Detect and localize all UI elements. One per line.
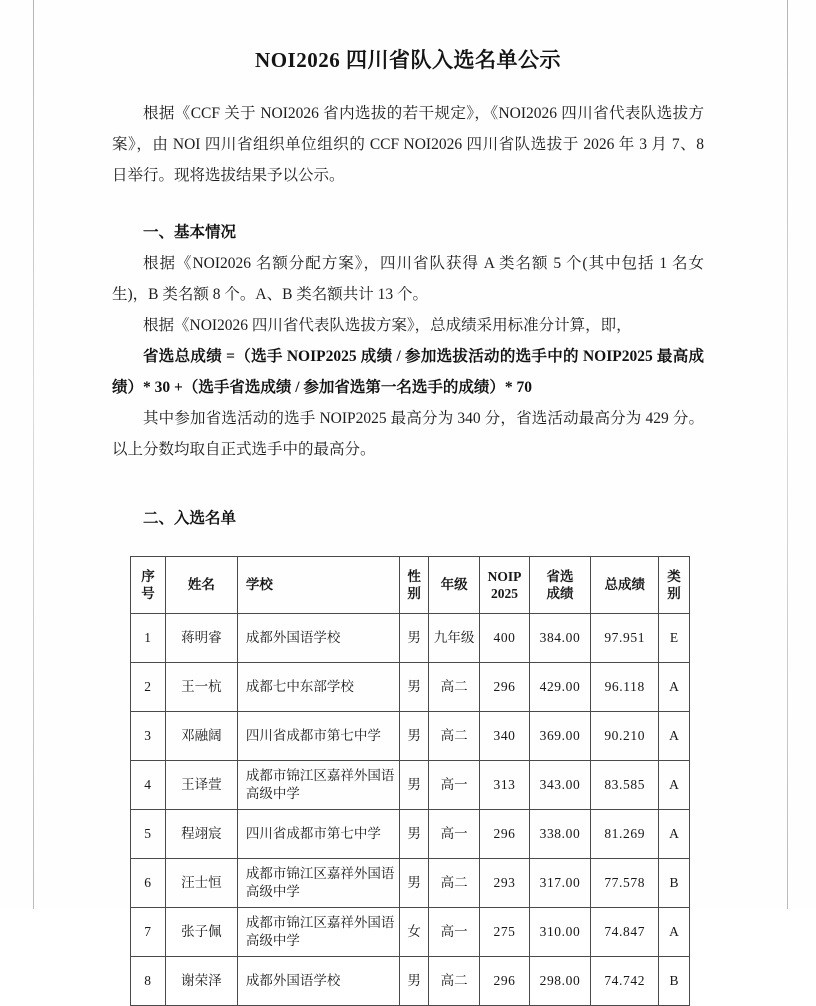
- column-header-cat: [659, 557, 690, 614]
- cell-grade: 高二: [428, 663, 479, 712]
- cell-name: 汪士恒: [165, 859, 237, 908]
- cell-cat: A: [659, 712, 690, 761]
- document-body: [0, 98, 816, 534]
- cell-noip: 296: [480, 663, 529, 712]
- column-header-grade: 年级: [428, 557, 479, 614]
- cell-index: 8: [131, 957, 166, 1006]
- table-row: [131, 614, 690, 663]
- table-row: [131, 663, 690, 712]
- cell-prov: 310.00: [529, 908, 591, 957]
- cell-index: 3: [131, 712, 166, 761]
- column-header-line: 号: [141, 586, 155, 601]
- cell-index: 1: [131, 614, 166, 663]
- cell-name: 程翊宸: [165, 810, 237, 859]
- score-formula: 省选总成绩 =（选手 NOIP2025 成绩 / 参加选拔活动的选手中的 NOIP2025 最高成绩）* 30 +（选手省选成绩 / 参加省选第一名选手的成绩）* 70: [112, 348, 704, 396]
- cell-school: 四川省成都市第七中学: [237, 810, 399, 859]
- cell-prov: 298.00: [529, 957, 591, 1006]
- cell-grade: 高一: [428, 810, 479, 859]
- cell-total: 77.578: [591, 859, 659, 908]
- cell-cat: B: [659, 957, 690, 1006]
- cell-cat: B: [659, 859, 690, 908]
- cell-grade: 高二: [428, 957, 479, 1006]
- cell-noip: 293: [480, 859, 529, 908]
- cell-name: 王一杭: [165, 663, 237, 712]
- cell-noip: 313: [480, 761, 529, 810]
- cell-total: 96.118: [591, 663, 659, 712]
- cell-sex: 男: [400, 810, 429, 859]
- cell-school: 四川省成都市第七中学: [237, 712, 399, 761]
- cell-grade: 高一: [428, 761, 479, 810]
- cell-sex: 男: [400, 663, 429, 712]
- cell-cat: A: [659, 908, 690, 957]
- cell-grade: 九年级: [428, 614, 479, 663]
- cell-index: 2: [131, 663, 166, 712]
- column-header-line: 性: [407, 569, 421, 584]
- cell-cat: A: [659, 761, 690, 810]
- cell-name: 张子佩: [165, 908, 237, 957]
- cell-grade: 高一: [428, 908, 479, 957]
- column-header-noip: [480, 557, 529, 614]
- cell-prov: 429.00: [529, 663, 591, 712]
- cell-prov: 338.00: [529, 810, 591, 859]
- table-header-row: [131, 557, 690, 614]
- column-header-line: 别: [667, 586, 681, 601]
- column-header-line: 省选: [546, 569, 574, 584]
- cell-noip: 296: [480, 810, 529, 859]
- cell-prov: 369.00: [529, 712, 591, 761]
- column-header-line: 2025: [491, 586, 518, 601]
- column-header-sex: [400, 557, 429, 614]
- cell-index: 4: [131, 761, 166, 810]
- column-header-line: 序: [141, 569, 155, 584]
- cell-cat: A: [659, 810, 690, 859]
- roster-table-head: [131, 557, 690, 614]
- cell-prov: 384.00: [529, 614, 591, 663]
- cell-school: 成都市锦江区嘉祥外国语高级中学: [237, 859, 399, 908]
- cell-school: 成都市锦江区嘉祥外国语高级中学: [237, 761, 399, 810]
- cell-noip: 340: [480, 712, 529, 761]
- cell-sex: 男: [400, 859, 429, 908]
- cell-total: 74.847: [591, 908, 659, 957]
- cell-prov: 343.00: [529, 761, 591, 810]
- cell-total: 74.742: [591, 957, 659, 1006]
- table-row: [131, 859, 690, 908]
- roster-table-body: [131, 614, 690, 1006]
- table-row: [131, 908, 690, 957]
- cell-noip: 296: [480, 957, 529, 1006]
- section-one-heading: 一、基本情况: [143, 224, 237, 241]
- cell-sex: 男: [400, 614, 429, 663]
- cell-school: 成都外国语学校: [237, 957, 399, 1006]
- cell-noip: 400: [480, 614, 529, 663]
- table-row: [131, 957, 690, 1006]
- cell-index: 7: [131, 908, 166, 957]
- cell-total: 81.269: [591, 810, 659, 859]
- formula-intro-paragraph: 根据《NOI2026 四川省代表队选拔方案》，总成绩采用标准分计算，即，: [143, 317, 632, 334]
- table-row: [131, 810, 690, 859]
- cell-name: 王译萱: [165, 761, 237, 810]
- cell-index: 6: [131, 859, 166, 908]
- column-header-line: 成绩: [546, 586, 574, 601]
- section-two-heading: 二、入选名单: [143, 510, 237, 527]
- column-header-index: [131, 557, 166, 614]
- cell-name: 邓融阔: [165, 712, 237, 761]
- intro-paragraph: 根据《CCF 关于 NOI2026 省内选拔的若干规定》，《NOI2026 四川省代表队选拔方案》，由 NOI 四川省组织单位组织的 CCF NOI2026 四川省队选拔于 2026 年 3 月 7、8 日举行。现将选拔结果予以公示。: [112, 105, 704, 184]
- cell-sex: 女: [400, 908, 429, 957]
- column-header-name: 姓名: [165, 557, 237, 614]
- cell-noip: 275: [480, 908, 529, 957]
- cell-grade: 高二: [428, 712, 479, 761]
- cell-prov: 317.00: [529, 859, 591, 908]
- cell-grade: 高二: [428, 859, 479, 908]
- column-header-prov: [529, 557, 591, 614]
- cell-total: 90.210: [591, 712, 659, 761]
- page-title: NOI2026 四川省队入选名单公示: [255, 48, 561, 72]
- cell-school: 成都外国语学校: [237, 614, 399, 663]
- column-header-total: 总成绩: [591, 557, 659, 614]
- table-row: [131, 712, 690, 761]
- cell-sex: 男: [400, 761, 429, 810]
- cell-total: 83.585: [591, 761, 659, 810]
- column-header-line: 类: [667, 569, 681, 584]
- cell-index: 5: [131, 810, 166, 859]
- max-score-paragraph: 其中参加省选活动的选手 NOIP2025 最高分为 340 分，省选活动最高分为 429 分。以上分数均取自正式选手中的最高分。: [112, 410, 704, 458]
- column-header-school: 学校: [237, 557, 399, 614]
- cell-name: 蒋明睿: [165, 614, 237, 663]
- table-row: [131, 761, 690, 810]
- quota-paragraph: 根据《NOI2026 名额分配方案》，四川省队获得 A 类名额 5 个(其中包括 1 名女生)，B 类名额 8 个。A、B 类名额共计 13 个。: [112, 255, 704, 303]
- cell-sex: 男: [400, 957, 429, 1006]
- roster-table-wrapper: [0, 556, 816, 1006]
- cell-cat: E: [659, 614, 690, 663]
- cell-name: 谢荣泽: [165, 957, 237, 1006]
- cell-cat: A: [659, 663, 690, 712]
- cell-sex: 男: [400, 712, 429, 761]
- roster-table: [130, 556, 690, 1006]
- column-header-line: 别: [407, 586, 421, 601]
- cell-school: 成都市锦江区嘉祥外国语高级中学: [237, 908, 399, 957]
- cell-total: 97.951: [591, 614, 659, 663]
- cell-school: 成都七中东部学校: [237, 663, 399, 712]
- column-header-line: NOIP: [487, 569, 522, 584]
